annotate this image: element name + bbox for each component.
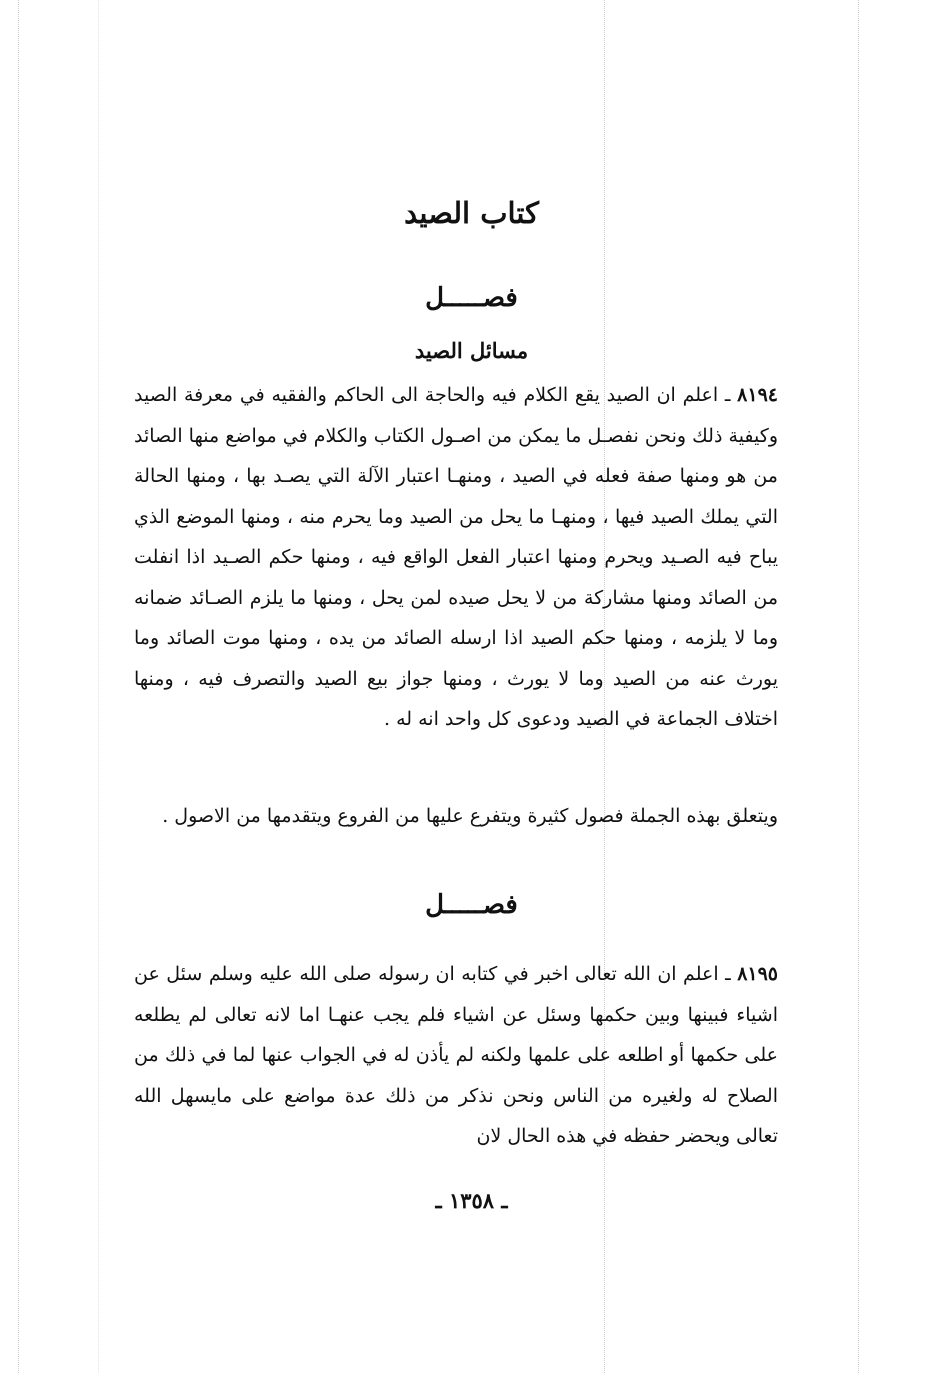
paragraph-continuation — [134, 796, 778, 837]
section-heading: فصـــــل — [425, 283, 518, 313]
paragraph-dash: ـ — [718, 963, 738, 985]
section-heading: فصـــــل — [425, 890, 518, 920]
page-number: ـ ١٣٥٨ ـ — [435, 1188, 508, 1213]
paragraph-text: اعلم ان الله تعالى اخبر في كتابه ان رسوله صلى الله عليه وسلم سئل عن اشياء فبينها وبين حكمها وسئل عن اشياء فلم يجب عنهـا اما لانه تعالى لم يطلعه على حكمها أو اطلعه على علمها ولكنه لم يأذن له في الجواب عنها لما في ذلك من الصلاح له ولغيره من الناس ونحن نذكر من ذلك عدة مواضع على مايسهل الله تعالى ويحضر حفظه في هذه الحال لان — [134, 963, 778, 1147]
section-subheading: مسائل الصيد — [414, 338, 529, 363]
paragraph-dash: ـ — [718, 384, 738, 406]
paragraph-text: ويتعلق بهذه الجملة فصول كثيرة ويتفرع عليها من الفروع ويتقدمها من الاصول . — [162, 805, 778, 827]
paragraph-number: ٨١٩٥ — [737, 963, 779, 985]
book-title: كتاب الصيد — [404, 196, 539, 230]
paragraph-8194 — [134, 375, 778, 740]
paragraph-number: ٨١٩٤ — [737, 384, 778, 406]
paragraph-text: اعلم ان الصيد يقع الكلام فيه والحاجة الى الحاكم والفقيه في معرفة الصيد وكيفية ذلك ونحن نفصـل ما يمكن من اصـول الكتاب والكلام في مواضع منها الصائد من هو ومنها صفة فعله في الصيد ، ومنهـا اعتبار الآلة التي يصـد بها ، ومنها الحالة التي يملك الصيد فيها ، ومنهـا ما يحل من الصيد وما يحرم منه ، ومنها الموضع الذي يباح فيه الصـيد ويحرم ومنها اعتبار الفعل الواقع فيه ، ومنها حكم الصـيد اذا انفلت من الصائد ومنها مشاركة من لا يحل صيده لمن يحل ، ومنها ما يلزم الصـائد ضمانه وما لا يلزمه ، ومنها حكم الصيد اذا ارسله الصائد من يده ، ومنها موت الصائد وما يورث عنه من الصيد وما لا يورث ، ومنها جواز بيع الصيد والتصرف فيه ، ومنها اختلاف الجماعة في الصيد ودعوى كل واحد انه له . — [134, 384, 778, 730]
paragraph-8195 — [134, 954, 778, 1157]
